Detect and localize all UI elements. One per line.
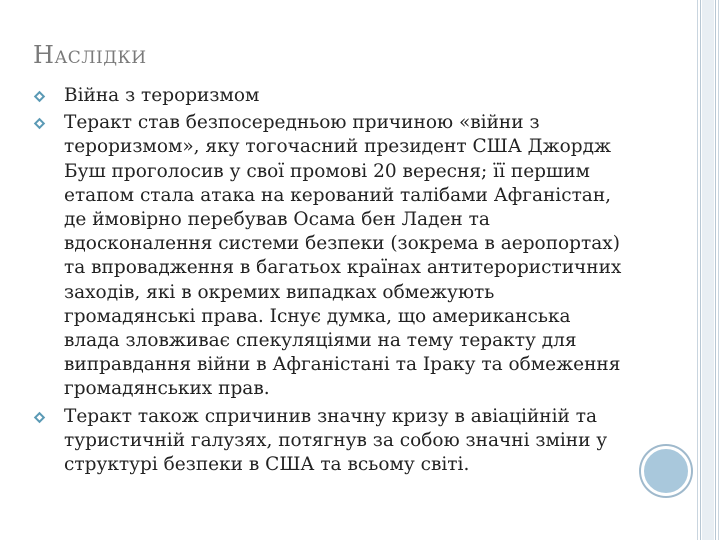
decorative-circle	[641, 446, 691, 496]
bullet-text: Теракт став безпосередньою причиною «війни з тероризмом», яку тогочасний президент США Джордж Буш проголосив у свої промові 20 вересня; її першим етапом стала атака на керований талібами Афганістан, де ймовірно перебував Осама бен Ладен та вдосконалення системи безпеки (зокрема в аеропортах) та впровадження в багатьох країнах антитерористичних заходів, які в окремих випадках обмежують громадянські права. Існує думка, що американська влада зловживає спекуляціями на тему теракту для виправдання війни в Афганістані та Іраку та обмеження громадянських прав.	[64, 112, 622, 400]
bullet-text: Війна з тероризмом	[64, 85, 260, 106]
decorative-stripes	[690, 0, 720, 540]
slide-title	[33, 36, 147, 68]
bullet-item	[33, 405, 623, 478]
title-initial: Н	[33, 41, 55, 69]
bullet-item	[33, 84, 623, 108]
title-rest: АСЛІДКИ	[54, 48, 147, 68]
diamond-bullet-icon	[33, 117, 46, 130]
bullet-list	[33, 84, 623, 480]
diamond-bullet-icon	[33, 411, 46, 424]
diamond-bullet-icon	[33, 90, 46, 103]
bullet-text: Теракт також спричинив значну кризу в авіаційній та туристичній галузях, потягнув за собою значні зміни у структурі безпеки в США та всьому світі.	[64, 405, 608, 476]
bullet-item	[33, 111, 623, 401]
